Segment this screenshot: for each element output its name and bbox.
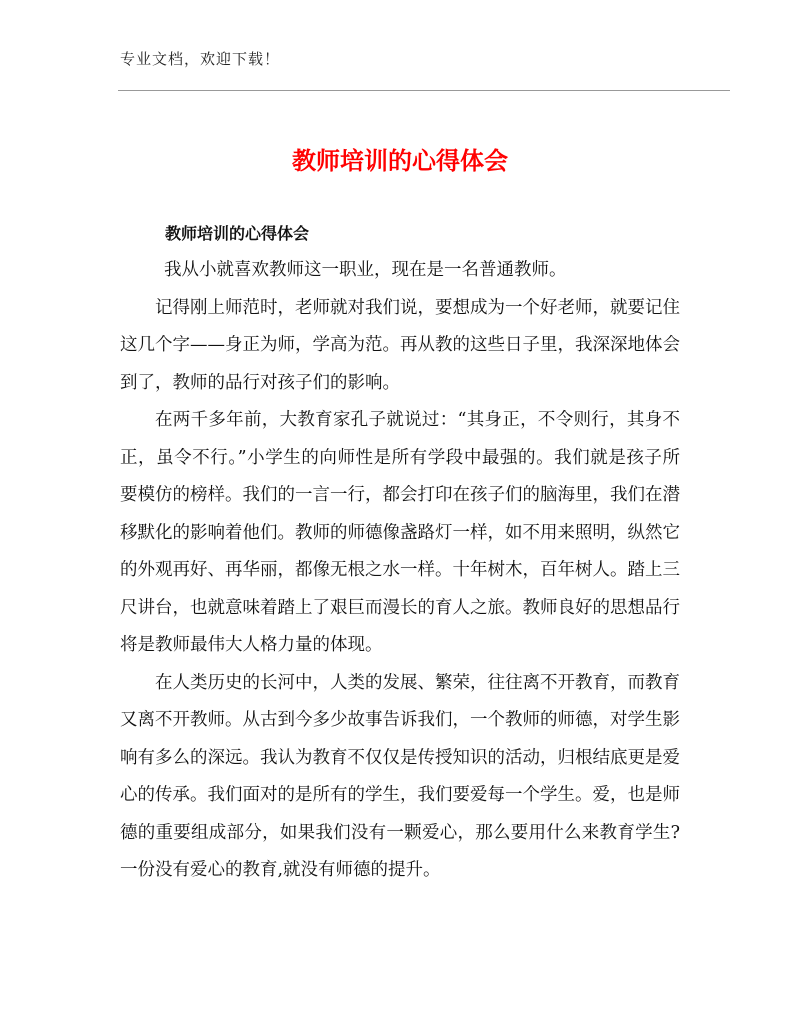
page-header-text: 专业文档，欢迎下载！ [120,50,281,68]
paragraph-4: 在人类历史的长河中，人类的发展、繁荣，往往离不开教育，而教育又离不开教师。从古到今多少故事告诉我们，一个教师的师德，对学生影响有多么的深远。我认为教育不仅仅是传授知识的活动，归根结底更是爱心的传承。我们面对的是所有的学生，我们要爱每一个学生。爱，也是师德的重要组成部分，如果我们没有一颗爱心，那么要用什么来教育学生?一份没有爱心的教育,就没有师德的提升。 [120,672,680,880]
document-title: 教师培训的心得体会 [292,147,508,175]
paragraph-1: 我从小就喜欢教师这一职业，现在是一名普通教师。 [164,260,567,280]
paragraph-3: 在两千多年前，大教育家孔子就说过：“其身正，不令则行，其身不正，虽令不行。”小学生的向师性是所有学段中最强的。我们就是孩子所要模仿的榜样。我们的一言一行，都会打印在孩子们的脑海里，我们在潜移默化的影响着他们。教师的师德像盏路灯一样，如不用来照明，纵然它的外观再好、再华丽，都像无根之水一样。十年树木，百年树人。踏上三尺讲台，也就意味着踏上了艰巨而漫长的育人之旅。教师良好的思想品行将是教师最伟大人格力量的体现。 [120,410,680,655]
document-subtitle: 教师培训的心得体会 [165,224,310,243]
paragraph-2: 记得刚上师范时，老师就对我们说，要想成为一个好老师，就要记住这几个字——身正为师，学高为范。再从教的这些日子里，我深深地体会到了，教师的品行对孩子们的影响。 [120,297,680,393]
header-divider [118,90,730,91]
document-body [120,252,680,890]
